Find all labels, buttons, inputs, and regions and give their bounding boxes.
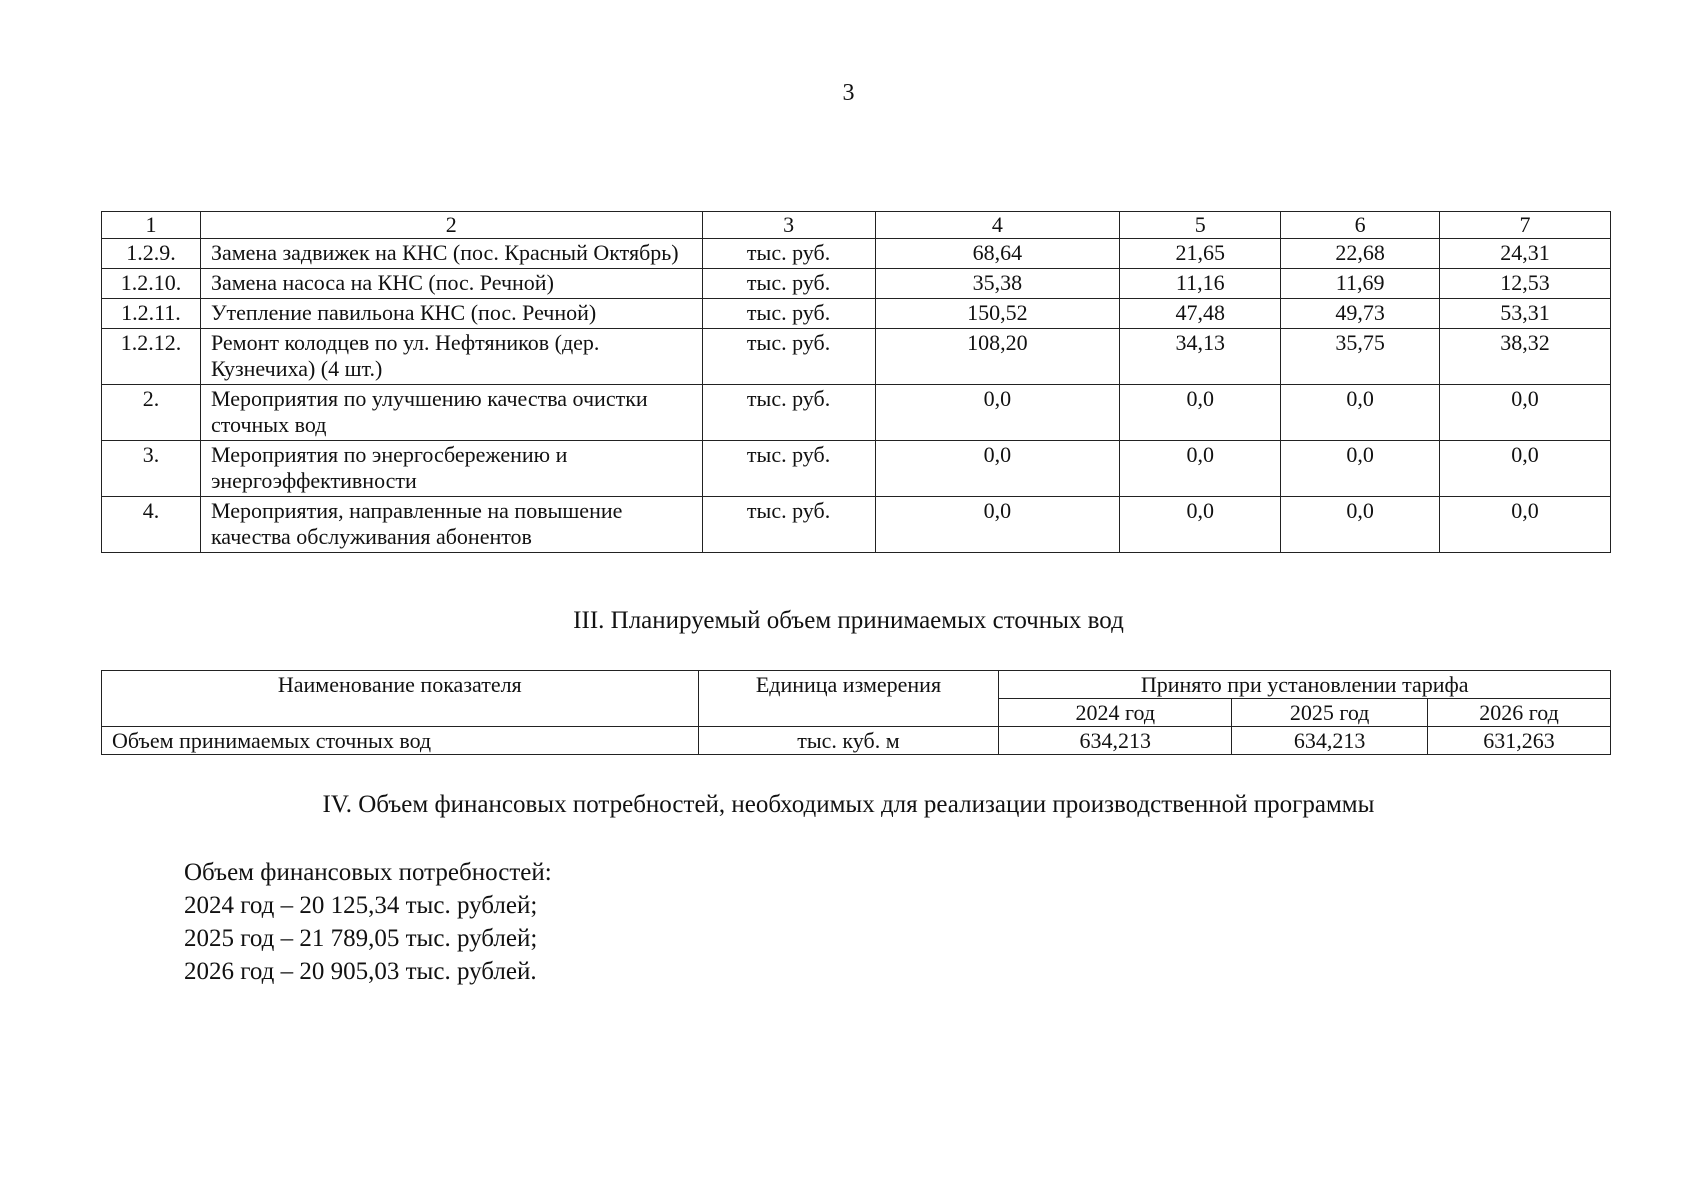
row-unit: тыс. руб. (702, 497, 875, 553)
row-name: Мероприятия по улучшению качества очистки сточных вод (200, 385, 702, 441)
row-value: 0,0 (1281, 385, 1440, 441)
row-number: 3. (102, 441, 201, 497)
table-header-row (102, 671, 1611, 699)
row-value: 22,68 (1281, 239, 1440, 269)
row-value: 150,52 (875, 299, 1120, 329)
row-value: 0,0 (1120, 441, 1281, 497)
section-3-title: III. Планируемый объем принимаемых сточных вод (573, 607, 1124, 634)
table-row (102, 299, 1611, 329)
row-value: 12,53 (1440, 269, 1611, 299)
row-value: 21,65 (1120, 239, 1281, 269)
row-number: 4. (102, 497, 201, 553)
row-name: Объем принимаемых сточных вод (102, 727, 699, 755)
row-value: 634,213 (999, 727, 1232, 755)
row-value: 53,31 (1440, 299, 1611, 329)
row-unit: тыс. руб. (702, 441, 875, 497)
header-tariff-group: Принято при установлении тарифа (999, 671, 1611, 699)
table-header-row (102, 212, 1611, 239)
row-unit: тыс. руб. (702, 329, 875, 385)
header-year: 2026 год (1428, 699, 1611, 727)
row-value: 0,0 (1440, 385, 1611, 441)
row-name: Мероприятия, направленные на повышение качества обслуживания абонентов (200, 497, 702, 553)
row-value: 0,0 (1440, 441, 1611, 497)
row-unit: тыс. куб. м (698, 727, 999, 755)
table-row (102, 385, 1611, 441)
header-cell: 3 (702, 212, 875, 239)
row-value: 47,48 (1120, 299, 1281, 329)
row-value: 0,0 (1281, 497, 1440, 553)
row-value: 634,213 (1232, 727, 1428, 755)
financial-needs-intro: Объем финансовых потребностей: (184, 859, 552, 886)
row-number: 1.2.10. (102, 269, 201, 299)
row-value: 0,0 (1281, 441, 1440, 497)
row-value: 68,64 (875, 239, 1120, 269)
row-value: 0,0 (875, 441, 1120, 497)
row-value: 24,31 (1440, 239, 1611, 269)
activities-table (101, 211, 1611, 553)
row-number: 1.2.9. (102, 239, 201, 269)
financial-needs-line: 2025 год – 21 789,05 тыс. рублей; (184, 925, 538, 952)
row-value: 0,0 (1120, 497, 1281, 553)
row-value: 34,13 (1120, 329, 1281, 385)
table-row (102, 269, 1611, 299)
section-4-title: IV. Объем финансовых потребностей, необходимых для реализации производственной программы (322, 791, 1375, 818)
row-unit: тыс. руб. (702, 299, 875, 329)
row-unit: тыс. руб. (702, 385, 875, 441)
financial-needs-line: 2026 год – 20 905,03 тыс. рублей. (184, 958, 537, 985)
row-value: 0,0 (875, 385, 1120, 441)
row-value: 0,0 (1440, 497, 1611, 553)
financial-needs-block (184, 856, 552, 988)
row-unit: тыс. руб. (702, 269, 875, 299)
header-year: 2024 год (999, 699, 1232, 727)
table-row (102, 727, 1611, 755)
row-value: 11,16 (1120, 269, 1281, 299)
row-unit: тыс. руб. (702, 239, 875, 269)
header-year: 2025 год (1232, 699, 1428, 727)
header-cell: 6 (1281, 212, 1440, 239)
table-row (102, 329, 1611, 385)
table-row (102, 441, 1611, 497)
row-number: 1.2.12. (102, 329, 201, 385)
row-value: 11,69 (1281, 269, 1440, 299)
row-value: 0,0 (875, 497, 1120, 553)
row-value: 35,75 (1281, 329, 1440, 385)
row-name: Ремонт колодцев по ул. Нефтяников (дер. Кузнечиха) (4 шт.) (200, 329, 702, 385)
row-value: 631,263 (1428, 727, 1611, 755)
row-number: 2. (102, 385, 201, 441)
row-value: 108,20 (875, 329, 1120, 385)
row-number: 1.2.11. (102, 299, 201, 329)
header-cell: 5 (1120, 212, 1281, 239)
header-cell: 7 (1440, 212, 1611, 239)
header-cell: 4 (875, 212, 1120, 239)
row-value: 35,38 (875, 269, 1120, 299)
page-number: 3 (842, 80, 855, 106)
financial-needs-line: 2024 год – 20 125,34 тыс. рублей; (184, 892, 538, 919)
header-cell: 1 (102, 212, 201, 239)
header-unit: Единица измерения (698, 671, 999, 727)
row-value: 38,32 (1440, 329, 1611, 385)
wastewater-volume-table (101, 670, 1611, 755)
row-name: Замена насоса на КНС (пос. Речной) (200, 269, 702, 299)
row-value: 0,0 (1120, 385, 1281, 441)
row-name: Мероприятия по энергосбережению и энергоэффективности (200, 441, 702, 497)
table-row (102, 239, 1611, 269)
row-value: 49,73 (1281, 299, 1440, 329)
row-name: Замена задвижек на КНС (пос. Красный Октябрь) (200, 239, 702, 269)
header-indicator-name: Наименование показателя (102, 671, 699, 727)
header-cell: 2 (200, 212, 702, 239)
table-row (102, 497, 1611, 553)
row-name: Утепление павильона КНС (пос. Речной) (200, 299, 702, 329)
